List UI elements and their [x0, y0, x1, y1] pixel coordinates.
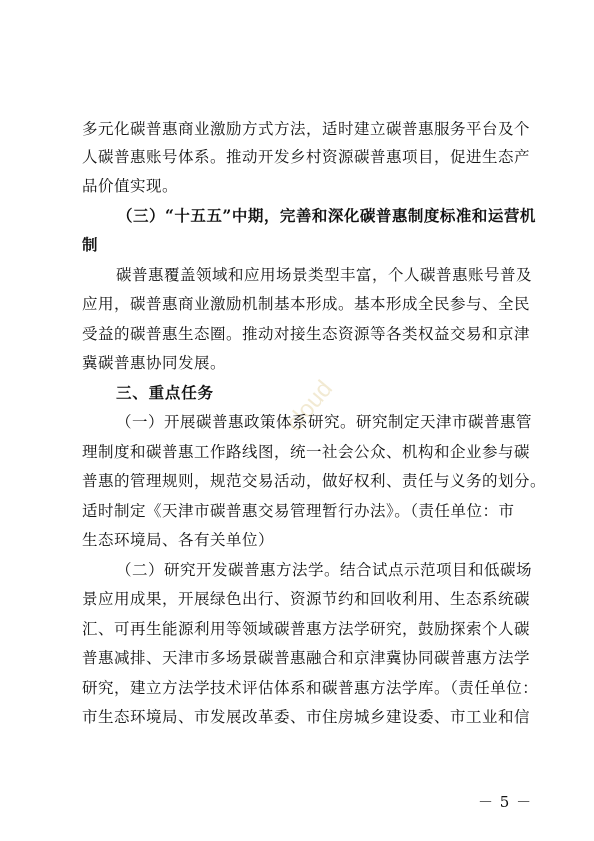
body-line: 冀碳普惠协同发展。	[82, 354, 227, 372]
paragraph-start: 碳普惠覆盖领域和应用场景类型丰富，个人碳普惠账号普及	[116, 266, 533, 284]
paragraph-start: （一）开展碳普惠政策体系研究。研究制定天津市碳普惠管	[116, 413, 533, 431]
section-subheading-cont: 制	[82, 235, 99, 254]
watermark-text: cloud	[280, 375, 339, 437]
body-line: 品价值实现。	[82, 177, 179, 195]
body-line: 普惠的管理规则，规范交易活动，做好权利、责任与义务的划分。	[82, 472, 547, 490]
body-line: 汇、可再生能源利用等领域碳普惠方法学研究，鼓励探索个人碳	[82, 620, 531, 638]
body-line: 普惠减排、天津市多场景碳普惠融合和京津冀协同碳普惠方法学	[82, 649, 531, 667]
body-line: 市生态环境局、市发展改革委、市住房城乡建设委、市工业和信	[82, 708, 531, 726]
body-line: 理制度和碳普惠工作路线图，统一社会公众、机构和企业参与碳	[82, 443, 531, 461]
body-line: 受益的碳普惠生态圈。推动对接生态资源等各类权益交易和京津	[82, 325, 531, 343]
body-line: 景应用成果，开展绿色出行、资源节约和回收利用、生态系统碳	[82, 590, 531, 608]
body-line: 研究，建立方法学技术评估体系和碳普惠方法学库。（责任单位：	[82, 679, 539, 697]
page-number: － 5 －	[478, 793, 533, 811]
section-subheading: （三）“十五五”中期，完善和深化碳普惠制度标准和运营机	[117, 206, 536, 225]
body-line: 生态环境局、各有关单位）	[82, 531, 275, 549]
body-line: 多元化碳普惠商业激励方式方法，适时建立碳普惠服务平台及个	[82, 120, 531, 138]
body-line: 应用，碳普惠商业激励机制基本形成。基本形成全民参与、全民	[82, 295, 531, 313]
section-heading: 三、重点任务	[116, 384, 214, 402]
body-line: 适时制定《天津市碳普惠交易管理暂行办法》。（责任单位：市	[82, 502, 515, 520]
paragraph-start: （二）研究开发碳普惠方法学。结合试点示范项目和低碳场	[116, 561, 533, 579]
body-line: 人碳普惠账号体系。推动开发乡村资源碳普惠项目，促进生态产	[82, 148, 531, 166]
